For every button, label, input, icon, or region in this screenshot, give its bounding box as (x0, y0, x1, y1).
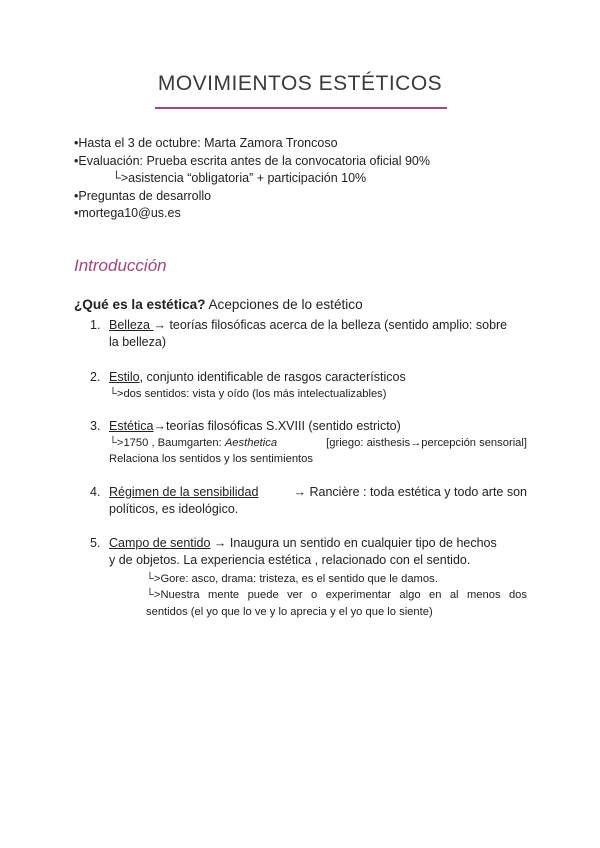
question-rest: Acepciones de lo estético (205, 297, 363, 312)
item-text-post: [griego: aisthesis→percepción sensorial] (326, 437, 527, 449)
item-text: → Inaugura un sentido en cualquier tipo de hechos (210, 536, 497, 550)
item-5-line-5: sentidos (el yo que lo ve y lo aprecia y el yo que lo siente) (146, 606, 433, 618)
question-line (74, 297, 363, 312)
item-text-italic: Aesthetica (224, 437, 278, 449)
item-term: Campo de sentido (109, 536, 211, 550)
item-5-line-1 (109, 535, 497, 551)
item-4-line-1 (109, 484, 527, 500)
item-text (109, 435, 277, 451)
item-2-line-1 (109, 369, 406, 385)
item-3-line-2 (109, 435, 527, 451)
section-heading: Introducción (74, 256, 167, 275)
item-5-line-3: └>Gore: asco, drama: tristeza, es el sentido que le damos. (146, 573, 438, 585)
item-term: Régimen de la sensibilidad (109, 485, 259, 499)
bullet-attendance: └>asistencia “obligatoria” + participación 10% (112, 171, 367, 185)
page-title: MOVIMIENTOS ESTÉTICOS (157, 72, 443, 95)
item-text: → teorías filosóficas acerca de la belleza (sentido amplio: sobre (153, 318, 508, 332)
item-1-line-2: la belleza) (109, 335, 166, 349)
bullet-questions: •Preguntas de desarrollo (74, 189, 212, 203)
item-term: Belleza (109, 318, 154, 332)
item-number: 4. (90, 485, 101, 499)
item-term: Estética (109, 419, 154, 433)
item-5-line-2: y de objetos. La experiencia estética , relacionado con el sentido. (109, 553, 471, 567)
question-bold: ¿Qué es la estética? (74, 297, 206, 312)
item-3-line-3: Relaciona los sentidos y los sentimientos (109, 453, 313, 465)
item-number: 3. (90, 419, 101, 433)
bullet-evaluation: •Evaluación: Prueba escrita antes de la convocatoria oficial 90% (74, 154, 430, 168)
title-underline (155, 107, 447, 109)
bullet-instructor: •Hasta el 3 de octubre: Marta Zamora Troncoso (74, 136, 338, 150)
item-4-line-2: políticos, es ideológico. (109, 502, 239, 516)
item-1-line-1 (109, 317, 507, 333)
item-number: 2. (90, 370, 101, 384)
item-text: →teorías filosóficas S.XVIII (sentido estricto) (153, 419, 401, 433)
item-number: 5. (90, 536, 101, 550)
item-5-line-4: └>Nuestra mente puede ver o experimentar algo en al menos dos (146, 589, 527, 601)
item-3-line-1 (109, 418, 401, 434)
item-term: Estilo (109, 370, 140, 384)
item-text: → Rancière : toda estética y todo arte son (293, 485, 527, 499)
item-text-pre: └>1750 , Baumgarten: (109, 437, 225, 449)
item-text: , conjunto identificable de rasgos característicos (139, 370, 406, 384)
bullet-email: •mortega10@us.es (74, 206, 181, 220)
item-number: 1. (90, 318, 101, 332)
item-2-line-2: └>dos sentidos: vista y oído (los más intelectualizables) (109, 388, 387, 400)
